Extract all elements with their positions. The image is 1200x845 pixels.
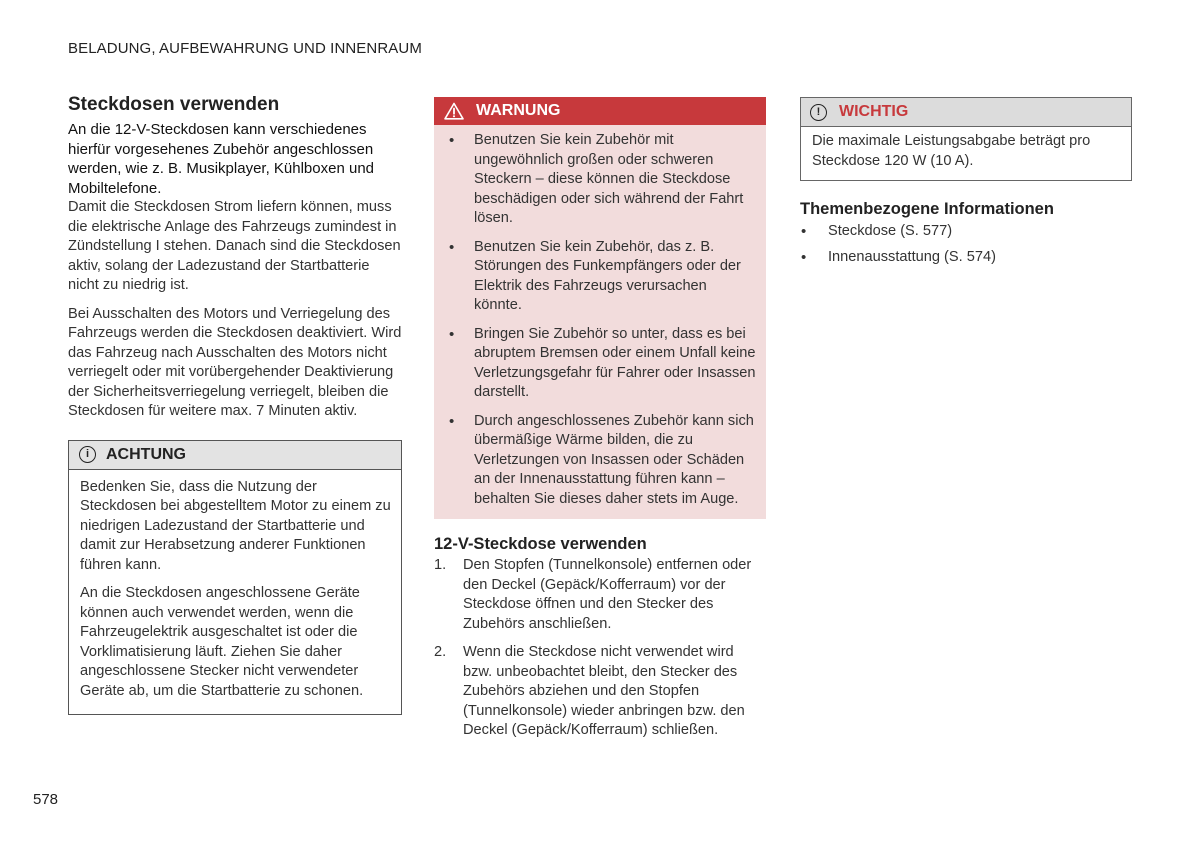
right-column <box>800 97 1132 273</box>
step-item <box>434 556 766 634</box>
related-links-list <box>800 222 1132 267</box>
important-box <box>800 97 1132 181</box>
warning-item: • Benutzen Sie kein Zubehör mit ungewöhnlich großen oder schweren Steckern – diese können die Steckdose beschädigen oder sich während der Fahrt lösen. <box>446 131 756 229</box>
warning-list <box>434 125 766 519</box>
caution-box-header <box>69 441 401 470</box>
caution-title: ACHTUNG <box>106 445 186 463</box>
warning-title: WARNUNG <box>476 102 561 119</box>
warning-item: • Bringen Sie Zubehör so unter, dass es bei abruptem Bremsen oder einem Unfall keine Verletzungsgefahr für Fahrer oder Insassen darstellt. <box>446 325 756 403</box>
caution-paragraph: An die Steckdosen angeschlossene Geräte können auch verwendet werden, wenn die Fahrzeugelektrik ausgeschaltet ist oder die Vorklimatisierung läuft. Ziehen Sie daher angeschlossene Stecker nicht verwendeter Geräte ab, um die Startbatterie zu schonen. <box>80 585 364 699</box>
info-circle-icon: i <box>79 446 96 463</box>
middle-column <box>434 97 766 750</box>
caution-box-body <box>69 470 401 715</box>
body-paragraph: Damit die Steckdosen Strom liefern können, muss die elektrische Anlage des Fahrzeugs zumindest in Zündstellung I stehen. Danach sind die Steckdosen aktiv, solang der Ladezustand der Startbatterie nicht zu niedrig ist. <box>68 199 401 293</box>
section-title: Steckdosen verwenden <box>68 94 280 115</box>
important-title: WICHTIG <box>839 103 909 120</box>
steps-list <box>434 556 766 741</box>
left-column <box>68 94 402 715</box>
warning-triangle-icon <box>444 102 464 120</box>
important-text: Die maximale Leistungsabgabe beträgt pro Steckdose 120 W (10 A). <box>812 133 1091 169</box>
step-item <box>434 643 766 741</box>
exclamation-circle-icon: ! <box>810 104 827 121</box>
step-text: Den Stopfen (Tunnelkonsole) entfernen oder den Deckel (Gepäck/Kofferraum) vor der Steckdose öffnen und den Stecker des Zubehörs anschließen. <box>463 557 752 632</box>
caution-paragraph: Bedenken Sie, dass die Nutzung der Steckdosen bei abgestelltem Motor zu einem zu niedrigen Ladezustand der Startbatterie und damit zur Herabsetzung anderer Funktionen führen kann. <box>80 478 391 573</box>
step-number: 2. <box>434 644 447 660</box>
warning-box <box>434 97 766 519</box>
step-number: 1. <box>434 557 447 573</box>
related-link[interactable]: • Steckdose (S. 577) <box>800 222 1132 242</box>
related-link[interactable]: • Innenausstattung (S. 574) <box>800 248 1132 268</box>
important-box-header <box>801 98 1131 127</box>
caution-box <box>68 440 402 716</box>
intro-paragraph: An die 12-V-Steckdosen kann verschiedenes hierfür vorgesehenes Zubehör angeschlossen werden, wie z. B. Musikplayer, Kühlboxen und Mobiltelefone. <box>68 121 374 197</box>
warning-item: • Durch angeschlossenes Zubehör kann sich übermäßige Wärme bilden, die zu Verletzungen von Insassen oder Schäden an der Innenausstattung führen kann – behalten Sie dieses daher stets im Auge. <box>446 412 756 510</box>
body-paragraph: Bei Ausschalten des Motors und Verriegelung des Fahrzeugs werden die Steckdosen deaktiviert. Wird das Fahrzeug nach Ausschalten des Motors nicht verriegelt oder mit vorübergehender Deaktivierung der Sicherheitsverriegelung verriegelt, bleiben die Steckdosen für weitere max. 7 Minuten aktiv. <box>68 305 402 419</box>
running-header: BELADUNG, AUFBEWAHRUNG UND INNENRAUM <box>68 40 422 57</box>
page-number: 578 <box>33 791 59 808</box>
related-info-heading: Themenbezogene Informationen <box>800 200 1054 218</box>
warning-item: • Benutzen Sie kein Zubehör, das z. B. Störungen des Funkempfängers oder der Elektrik des Fahrzeugs verursachen könnte. <box>446 238 756 316</box>
warning-box-header <box>434 97 766 125</box>
step-text: Wenn die Steckdose nicht verwendet wird bzw. unbeobachtet bleibt, den Stecker des Zubehörs abziehen und den Stopfen (Tunnelkonsole) wieder anbringen bzw. den Deckel (Gepäck/Kofferraum) schließen. <box>463 644 745 738</box>
subsection-heading: 12-V-Steckdose verwenden <box>434 535 647 553</box>
